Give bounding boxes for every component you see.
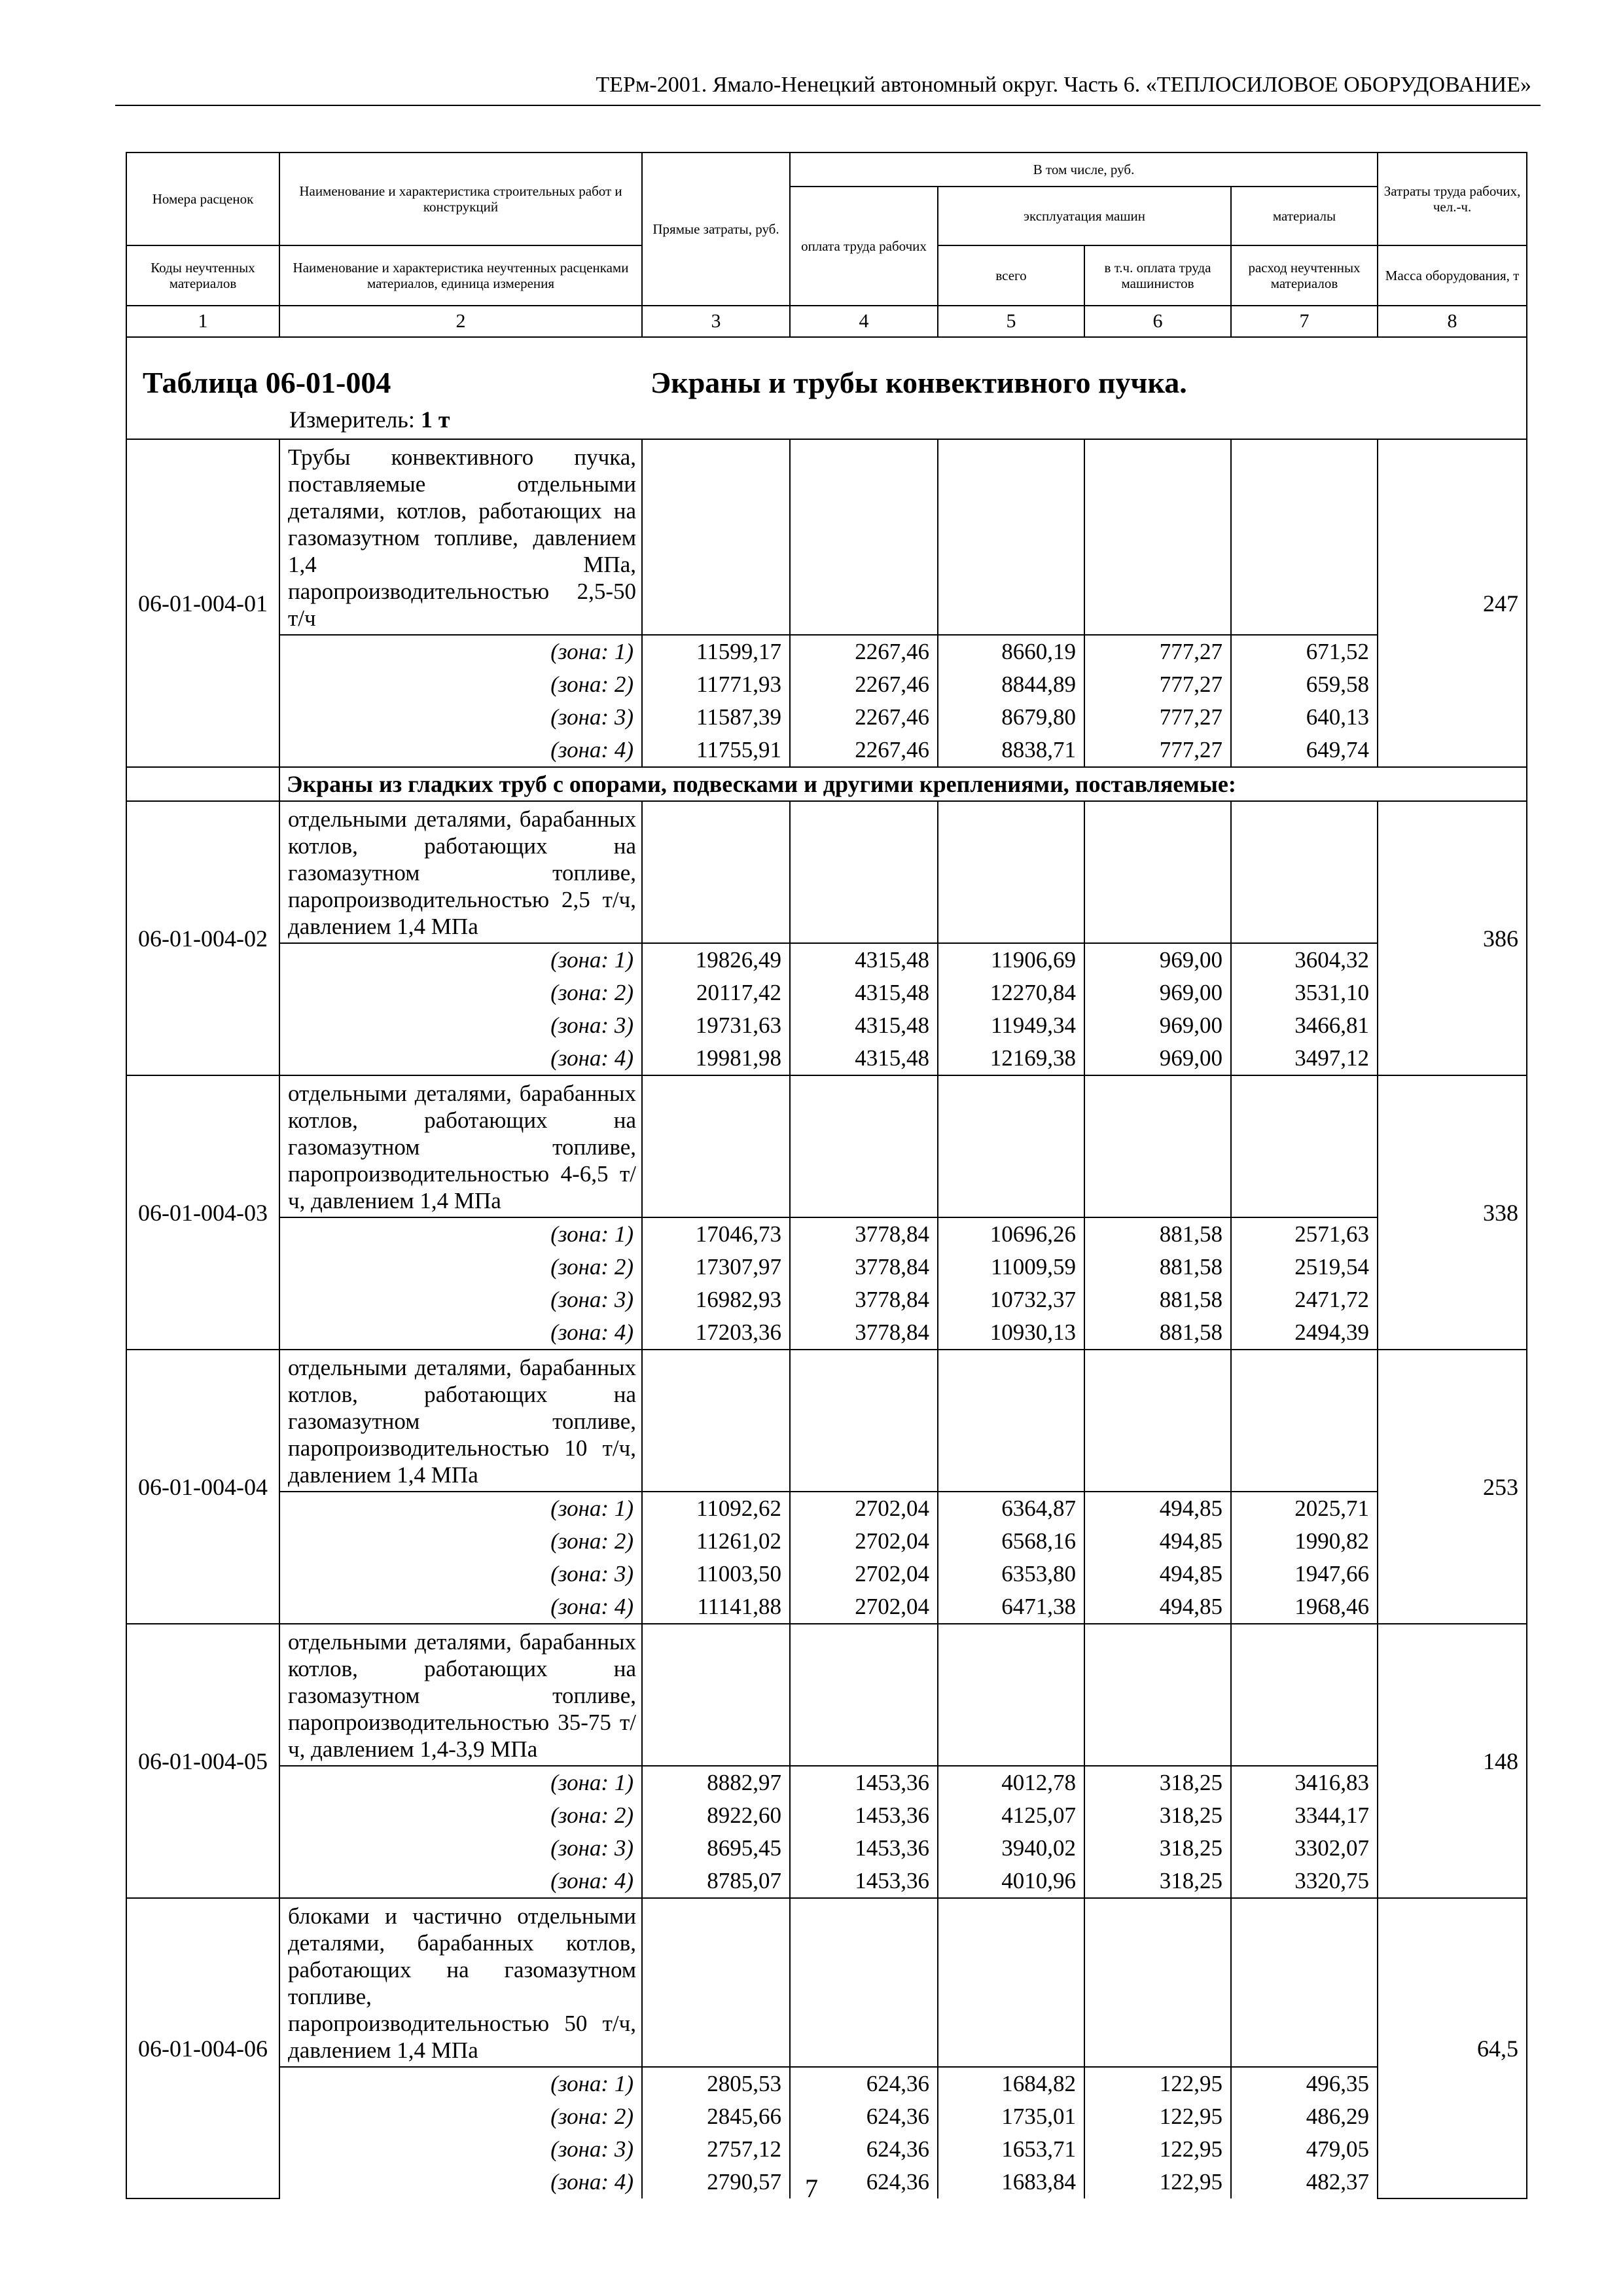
measure-unit-value: 1 т	[420, 406, 450, 433]
empty-cell	[938, 1350, 1084, 1492]
col-number: 7	[1231, 306, 1378, 337]
direct-costs: 8922,60	[642, 1799, 790, 1832]
machines-total: 6353,80	[938, 1558, 1084, 1590]
rate-code: 06-01-004-02	[126, 801, 279, 1075]
col-number: 3	[642, 306, 790, 337]
materials: 486,29	[1231, 2100, 1378, 2133]
empty-cell	[790, 1898, 938, 2067]
operator-pay: 777,27	[1084, 734, 1231, 767]
operator-pay: 969,00	[1084, 943, 1231, 977]
direct-costs: 2845,66	[642, 2100, 790, 2133]
direct-costs: 17307,97	[642, 1251, 790, 1283]
materials: 659,58	[1231, 668, 1378, 701]
equipment-mass: 148	[1378, 1624, 1527, 1898]
col-header-machines-total: всего	[938, 245, 1084, 306]
rate-code: 06-01-004-03	[126, 1075, 279, 1350]
materials: 3497,12	[1231, 1042, 1378, 1075]
operator-pay: 881,58	[1084, 1251, 1231, 1283]
col-header-including: В том числе, руб.	[790, 152, 1378, 187]
machines-total: 1683,84	[938, 2166, 1084, 2198]
materials: 2571,63	[1231, 1217, 1378, 1251]
machines-total: 8844,89	[938, 668, 1084, 701]
empty-cell	[938, 1898, 1084, 2067]
materials: 640,13	[1231, 701, 1378, 734]
machines-total: 8838,71	[938, 734, 1084, 767]
operator-pay: 318,25	[1084, 1865, 1231, 1898]
zone-label: (зона: 4)	[279, 1316, 642, 1350]
rate-code: 06-01-004-05	[126, 1624, 279, 1898]
zone-label: (зона: 4)	[279, 1042, 642, 1075]
zone-row	[126, 1283, 1527, 1316]
col-header-machines: эксплуатация машин	[938, 187, 1231, 245]
rate-code: 06-01-004-06	[126, 1898, 279, 2198]
empty-cell	[938, 439, 1084, 635]
measure-unit	[289, 406, 450, 433]
machines-total: 12169,38	[938, 1042, 1084, 1075]
rate-description: отдельными деталями, барабанных котлов, работающих на газомазутном топливе, паропроизводительностью 4-6,5 т/ч, давлением 1,4 МПа	[279, 1075, 642, 1217]
direct-costs: 19731,63	[642, 1009, 790, 1042]
machines-total: 12270,84	[938, 977, 1084, 1009]
operator-pay: 318,25	[1084, 1799, 1231, 1832]
materials: 3320,75	[1231, 1865, 1378, 1898]
worker-pay: 3778,84	[790, 1316, 938, 1350]
col-header-material-name: Наименование и характеристика неучтенных расценками материалов, единица измерения	[279, 245, 642, 306]
equipment-mass: 253	[1378, 1350, 1527, 1624]
machines-total: 8660,19	[938, 635, 1084, 668]
machines-total: 6364,87	[938, 1492, 1084, 1525]
machines-total: 1735,01	[938, 2100, 1084, 2133]
worker-pay: 3778,84	[790, 1251, 938, 1283]
operator-pay: 969,00	[1084, 1009, 1231, 1042]
page-number: 7	[805, 2174, 818, 2203]
operator-pay: 122,95	[1084, 2133, 1231, 2166]
materials: 479,05	[1231, 2133, 1378, 2166]
rate-row	[126, 1350, 1527, 1492]
zone-row	[126, 2133, 1527, 2166]
zone-label: (зона: 1)	[279, 1217, 642, 1251]
col-number: 6	[1084, 306, 1231, 337]
direct-costs: 2790,57	[642, 2166, 790, 2198]
direct-costs: 2757,12	[642, 2133, 790, 2166]
zone-row	[126, 1525, 1527, 1558]
empty-cell	[790, 1350, 938, 1492]
running-header: ТЕРм-2001. Ямало-Ненецкий автономный округ. Часть 6. «ТЕПЛОСИЛОВОЕ ОБОРУДОВАНИЕ»	[596, 73, 1531, 97]
materials: 649,74	[1231, 734, 1378, 767]
header-rule	[115, 105, 1541, 106]
worker-pay: 2702,04	[790, 1525, 938, 1558]
zone-row	[126, 1590, 1527, 1624]
rates-table	[126, 152, 1527, 2199]
materials: 3302,07	[1231, 1832, 1378, 1865]
empty-cell	[1231, 1075, 1378, 1217]
rate-row	[126, 1075, 1527, 1217]
zone-label: (зона: 3)	[279, 1283, 642, 1316]
direct-costs: 11755,91	[642, 734, 790, 767]
direct-costs: 8785,07	[642, 1865, 790, 1898]
section-heading: Экраны из гладких труб с опорами, подвесками и другими креплениями, поставляемые:	[279, 767, 1527, 801]
operator-pay: 494,85	[1084, 1590, 1231, 1624]
machines-total: 1684,82	[938, 2067, 1084, 2100]
zone-row	[126, 635, 1527, 668]
empty-cell	[642, 1350, 790, 1492]
zone-label: (зона: 2)	[279, 1251, 642, 1283]
materials: 671,52	[1231, 635, 1378, 668]
materials: 2519,54	[1231, 1251, 1378, 1283]
direct-costs: 19826,49	[642, 943, 790, 977]
machines-total: 4010,96	[938, 1865, 1084, 1898]
worker-pay: 2267,46	[790, 668, 938, 701]
worker-pay: 2702,04	[790, 1590, 938, 1624]
operator-pay: 881,58	[1084, 1217, 1231, 1251]
empty-cell	[938, 1624, 1084, 1766]
direct-costs: 11599,17	[642, 635, 790, 668]
empty-cell	[1231, 1350, 1378, 1492]
operator-pay: 494,85	[1084, 1558, 1231, 1590]
empty-cell	[642, 1075, 790, 1217]
zone-row	[126, 1766, 1527, 1799]
materials: 2494,39	[1231, 1316, 1378, 1350]
direct-costs: 11587,39	[642, 701, 790, 734]
empty-cell	[790, 1075, 938, 1217]
zone-label: (зона: 1)	[279, 1766, 642, 1799]
equipment-mass: 64,5	[1378, 1898, 1527, 2198]
rate-row	[126, 1624, 1527, 1766]
direct-costs: 11092,62	[642, 1492, 790, 1525]
col-header-unaccounted-materials: расход неучтенных материалов	[1231, 245, 1378, 306]
empty-cell	[1084, 439, 1231, 635]
materials: 1947,66	[1231, 1558, 1378, 1590]
col-number: 4	[790, 306, 938, 337]
worker-pay: 3778,84	[790, 1283, 938, 1316]
empty-cell	[938, 801, 1084, 943]
operator-pay: 969,00	[1084, 1042, 1231, 1075]
equipment-mass: 247	[1378, 439, 1527, 767]
zone-label: (зона: 2)	[279, 1525, 642, 1558]
rate-row	[126, 1898, 1527, 2067]
rate-row	[126, 439, 1527, 635]
operator-pay: 494,85	[1084, 1492, 1231, 1525]
machines-total: 8679,80	[938, 701, 1084, 734]
materials: 3416,83	[1231, 1766, 1378, 1799]
table-title-block	[126, 337, 1527, 439]
worker-pay: 2267,46	[790, 734, 938, 767]
materials: 3604,32	[1231, 943, 1378, 977]
operator-pay: 777,27	[1084, 701, 1231, 734]
machines-total: 11949,34	[938, 1009, 1084, 1042]
zone-label: (зона: 4)	[279, 1865, 642, 1898]
col-header-rate-numbers: Номера расценок	[126, 152, 279, 245]
machines-total: 4125,07	[938, 1799, 1084, 1832]
empty-cell	[1231, 1898, 1378, 2067]
machines-total: 1653,71	[938, 2133, 1084, 2166]
operator-pay: 969,00	[1084, 977, 1231, 1009]
worker-pay: 1453,36	[790, 1799, 938, 1832]
operator-pay: 881,58	[1084, 1316, 1231, 1350]
zone-row	[126, 1558, 1527, 1590]
col-header-equipment-mass: Масса оборудования, т	[1378, 245, 1527, 306]
materials: 482,37	[1231, 2166, 1378, 2198]
zone-row	[126, 1832, 1527, 1865]
zone-label: (зона: 2)	[279, 2100, 642, 2133]
empty-cell	[1231, 801, 1378, 943]
empty-cell	[642, 1898, 790, 2067]
worker-pay: 1453,36	[790, 1865, 938, 1898]
zone-label: (зона: 4)	[279, 1590, 642, 1624]
machines-total: 6471,38	[938, 1590, 1084, 1624]
machines-total: 10732,37	[938, 1283, 1084, 1316]
empty-cell	[1231, 1624, 1378, 1766]
operator-pay: 122,95	[1084, 2166, 1231, 2198]
zone-row	[126, 1251, 1527, 1283]
zone-row	[126, 2100, 1527, 2133]
worker-pay: 624,36	[790, 2067, 938, 2100]
worker-pay: 2702,04	[790, 1558, 938, 1590]
col-number: 1	[126, 306, 279, 337]
empty-cell	[1084, 801, 1231, 943]
operator-pay: 777,27	[1084, 668, 1231, 701]
machines-total: 6568,16	[938, 1525, 1084, 1558]
operator-pay: 122,95	[1084, 2067, 1231, 2100]
rate-row	[126, 801, 1527, 943]
worker-pay: 624,36	[790, 2166, 938, 2198]
table-number: Таблица 06-01-004	[143, 366, 391, 399]
direct-costs: 8695,45	[642, 1832, 790, 1865]
zone-label: (зона: 2)	[279, 977, 642, 1009]
zone-label: (зона: 2)	[279, 1799, 642, 1832]
operator-pay: 318,25	[1084, 1766, 1231, 1799]
worker-pay: 4315,48	[790, 943, 938, 977]
direct-costs: 16982,93	[642, 1283, 790, 1316]
direct-costs: 8882,97	[642, 1766, 790, 1799]
operator-pay: 494,85	[1084, 1525, 1231, 1558]
direct-costs: 11003,50	[642, 1558, 790, 1590]
machines-total: 11009,59	[938, 1251, 1084, 1283]
machines-total: 10930,13	[938, 1316, 1084, 1350]
empty-cell	[1084, 1898, 1231, 2067]
zone-row	[126, 1799, 1527, 1832]
worker-pay: 3778,84	[790, 1217, 938, 1251]
rate-description: блоками и частично отдельными деталями, барабанных котлов, работающих на газомазутном топливе, паропроизводительностью 50 т/ч, давлением 1,4 МПа	[279, 1898, 642, 2067]
rate-description: отдельными деталями, барабанных котлов, работающих на газомазутном топливе, паропроизводительностью 2,5 т/ч, давлением 1,4 МПа	[279, 801, 642, 943]
materials: 2471,72	[1231, 1283, 1378, 1316]
worker-pay: 4315,48	[790, 977, 938, 1009]
worker-pay: 2702,04	[790, 1492, 938, 1525]
rate-code: 06-01-004-01	[126, 439, 279, 767]
direct-costs: 11771,93	[642, 668, 790, 701]
machines-total: 11906,69	[938, 943, 1084, 977]
empty-cell	[642, 439, 790, 635]
table-title: Экраны и трубы конвективного пучка.	[651, 366, 1187, 399]
zone-row	[126, 977, 1527, 1009]
rate-code: 06-01-004-04	[126, 1350, 279, 1624]
materials: 3344,17	[1231, 1799, 1378, 1832]
col-number: 8	[1378, 306, 1527, 337]
materials: 1990,82	[1231, 1525, 1378, 1558]
zone-label: (зона: 3)	[279, 2133, 642, 2166]
worker-pay: 624,36	[790, 2133, 938, 2166]
worker-pay: 1453,36	[790, 1766, 938, 1799]
empty-cell	[1084, 1350, 1231, 1492]
zone-label: (зона: 3)	[279, 1009, 642, 1042]
col-number: 2	[279, 306, 642, 337]
equipment-mass: 338	[1378, 1075, 1527, 1350]
section-row	[126, 767, 1527, 801]
machines-total: 3940,02	[938, 1832, 1084, 1865]
col-header-labor-costs: Затраты труда рабочих, чел.-ч.	[1378, 152, 1527, 245]
zone-label: (зона: 3)	[279, 1558, 642, 1590]
measure-unit-label: Измеритель:	[289, 406, 415, 433]
section-code-empty	[126, 767, 279, 801]
materials: 3531,10	[1231, 977, 1378, 1009]
equipment-mass: 386	[1378, 801, 1527, 1075]
zone-label: (зона: 2)	[279, 668, 642, 701]
worker-pay: 4315,48	[790, 1009, 938, 1042]
zone-label: (зона: 1)	[279, 2067, 642, 2100]
operator-pay: 777,27	[1084, 635, 1231, 668]
direct-costs: 17203,36	[642, 1316, 790, 1350]
zone-label: (зона: 1)	[279, 943, 642, 977]
materials: 496,35	[1231, 2067, 1378, 2100]
empty-cell	[1231, 439, 1378, 635]
empty-cell	[790, 1624, 938, 1766]
operator-pay: 318,25	[1084, 1832, 1231, 1865]
zone-row	[126, 943, 1527, 977]
zone-row	[126, 701, 1527, 734]
zone-label: (зона: 3)	[279, 701, 642, 734]
direct-costs: 17046,73	[642, 1217, 790, 1251]
zone-label: (зона: 4)	[279, 2166, 642, 2198]
zone-row	[126, 2067, 1527, 2100]
direct-costs: 11261,02	[642, 1525, 790, 1558]
operator-pay: 881,58	[1084, 1283, 1231, 1316]
col-header-materials: материалы	[1231, 187, 1378, 245]
zone-label: (зона: 1)	[279, 1492, 642, 1525]
rate-description: Трубы конвективного пучка, поставляемые отдельными деталями, котлов, работающих на газомазутном топливе, давлением 1,4 МПа, паропроизводительностью 2,5-50 т/ч	[279, 439, 642, 635]
col-header-material-codes: Коды неучтенных материалов	[126, 245, 279, 306]
zone-row	[126, 1042, 1527, 1075]
col-header-worker-pay: оплата труда рабочих	[790, 187, 938, 306]
rate-description: отдельными деталями, барабанных котлов, работающих на газомазутном топливе, паропроизводительностью 10 т/ч, давлением 1,4 МПа	[279, 1350, 642, 1492]
zone-label: (зона: 1)	[279, 635, 642, 668]
zone-row	[126, 668, 1527, 701]
direct-costs: 20117,42	[642, 977, 790, 1009]
zone-row	[126, 1316, 1527, 1350]
materials: 1968,46	[1231, 1590, 1378, 1624]
operator-pay: 122,95	[1084, 2100, 1231, 2133]
rate-description: отдельными деталями, барабанных котлов, работающих на газомазутном топливе, паропроизводительностью 35-75 т/ч, давлением 1,4-3,9 МПа	[279, 1624, 642, 1766]
empty-cell	[1084, 1075, 1231, 1217]
worker-pay: 2267,46	[790, 701, 938, 734]
materials: 2025,71	[1231, 1492, 1378, 1525]
worker-pay: 624,36	[790, 2100, 938, 2133]
worker-pay: 1453,36	[790, 1832, 938, 1865]
worker-pay: 4315,48	[790, 1042, 938, 1075]
empty-cell	[642, 1624, 790, 1766]
direct-costs: 11141,88	[642, 1590, 790, 1624]
zone-row	[126, 1217, 1527, 1251]
zone-row	[126, 734, 1527, 767]
machines-total: 4012,78	[938, 1766, 1084, 1799]
zone-label: (зона: 4)	[279, 734, 642, 767]
zone-row	[126, 1009, 1527, 1042]
empty-cell	[790, 439, 938, 635]
col-number: 5	[938, 306, 1084, 337]
zone-row	[126, 1492, 1527, 1525]
direct-costs: 2805,53	[642, 2067, 790, 2100]
materials: 3466,81	[1231, 1009, 1378, 1042]
zone-row	[126, 1865, 1527, 1898]
col-header-direct-costs: Прямые затраты, руб.	[642, 152, 790, 306]
empty-cell	[938, 1075, 1084, 1217]
empty-cell	[1084, 1624, 1231, 1766]
zone-label: (зона: 3)	[279, 1832, 642, 1865]
empty-cell	[642, 801, 790, 943]
col-header-operator-pay: в т.ч. оплата труда машинистов	[1084, 245, 1231, 306]
col-header-work-name: Наименование и характеристика строительных работ и конструкций	[279, 152, 642, 245]
direct-costs: 19981,98	[642, 1042, 790, 1075]
machines-total: 10696,26	[938, 1217, 1084, 1251]
empty-cell	[790, 801, 938, 943]
worker-pay: 2267,46	[790, 635, 938, 668]
